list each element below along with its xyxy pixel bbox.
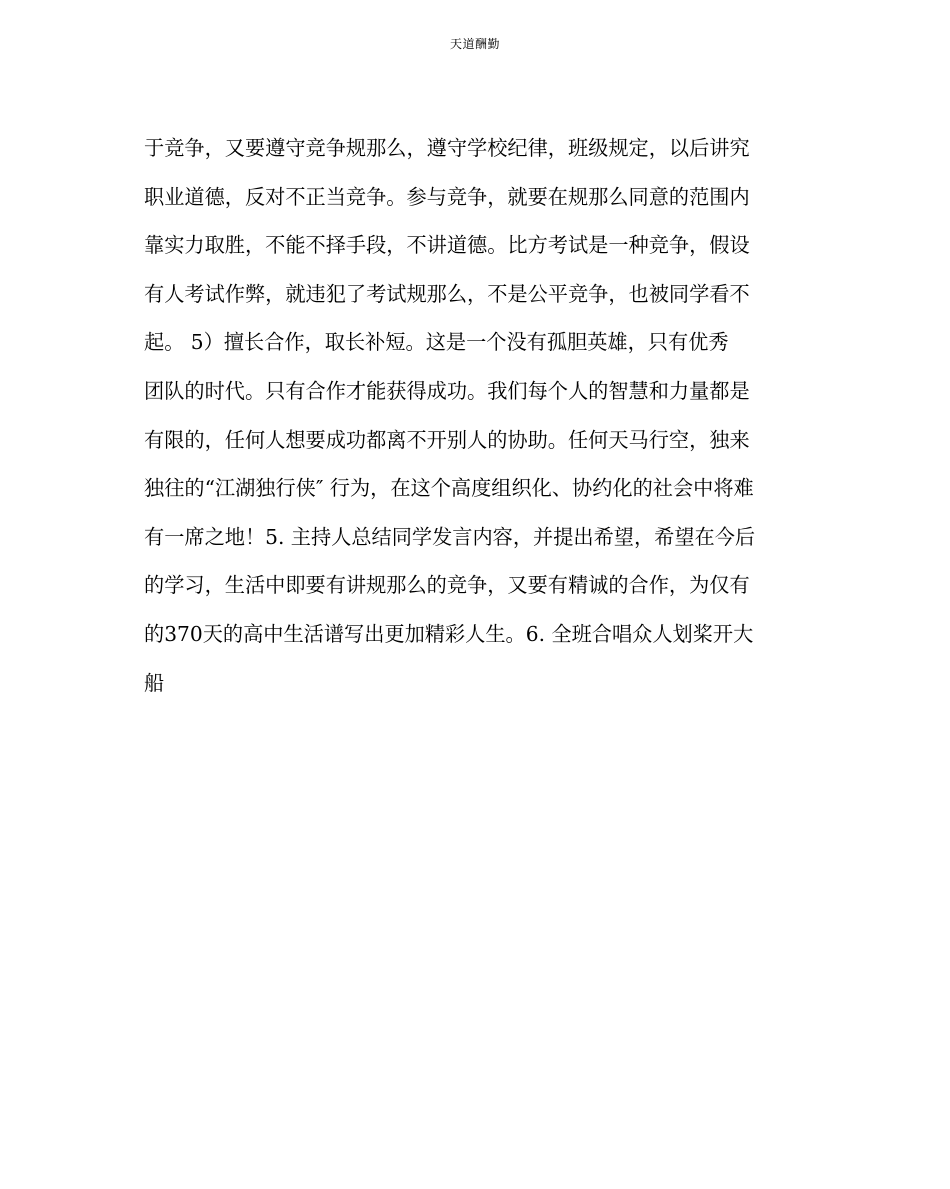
text-line: 起。 5）擅长合作，取长补短。这是一个没有孤胆英雄，只有优秀 (144, 330, 729, 355)
page-header: 天道酬勤 (449, 37, 500, 51)
body-paragraph (144, 124, 814, 707)
text-line: 的370天的高中生活谱写出更加精彩人生。6. 全班合唱众人划桨开大 (144, 621, 754, 646)
text-line: 团队的时代。只有合作才能获得成功。我们每个人的智慧和力量都是 (144, 378, 750, 403)
text-line: 于竞争，又要遵守竞争规那么，遵守学校纪律，班级规定，以后讲究 (144, 136, 750, 160)
text-line: 的学习，生活中即要有讲规那么的竞争，又要有精诚的合作，为仅有 (144, 573, 750, 598)
text-line: 有一席之地！5. 主持人总结同学发言内容，并提出希望，希望在今后 (144, 524, 756, 549)
text-line: 独往的“江湖独行侠″ 行为，在这个高度组织化、协约化的社会中将难 (144, 476, 754, 501)
text-line: 职业道德，反对不正当竞争。参与竞争，就要在规那么同意的范围内 (144, 184, 750, 209)
text-line: 靠实力取胜，不能不择手段，不讲道德。比方考试是一种竞争，假设 (144, 233, 750, 258)
text-line: 有限的，任何人想要成功都离不开别人的协助。任何天马行空，独来 (144, 427, 750, 452)
text-line: 船 (144, 670, 165, 695)
text-line: 有人考试作弊，就违犯了考试规那么，不是公平竞争，也被同学看不 (144, 281, 750, 306)
